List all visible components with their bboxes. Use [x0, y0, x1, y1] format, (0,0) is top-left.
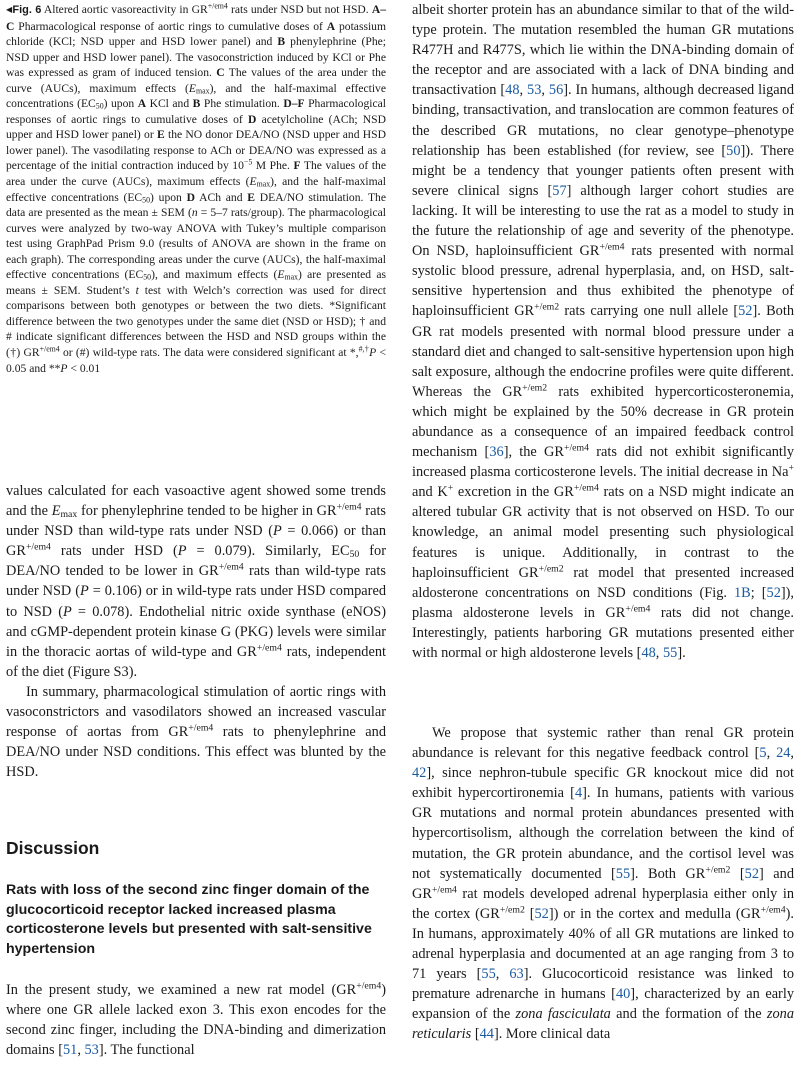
citation-link[interactable]: 57: [552, 182, 567, 199]
citation-link[interactable]: 53: [527, 82, 542, 99]
citation-link[interactable]: 24: [776, 745, 791, 762]
paragraph-in-summary: In summary, pharmacological stimulation of aortic rings with vasoconstrictors and vasodilators showed an increased vascular response of aortas from $GR^{+/em4}$ rats to phenylephrine and DEA/NO under NSD conditions. This effect was blunted by the HSD.: [6, 683, 386, 781]
figure-caption: [6, 2, 386, 376]
citation-link[interactable]: 55: [481, 966, 496, 983]
citation-link[interactable]: 52: [744, 865, 759, 882]
citation-link[interactable]: 40: [615, 986, 631, 1003]
figure-label[interactable]: Fig. 6: [12, 4, 42, 16]
citation-link[interactable]: 63: [509, 966, 524, 983]
figure-caption-text: Altered aortic vasoreactivity in $GR^{+/em4}$ rats under NSD but not HSD. A–C Pharmacological response of aortic rings to cumulative doses of A potassium chloride (KCl; NSD upper and HSD lower panel) and B phenylephrine (Phe; NSD upper and HSD lower panel). The vasoconstriction induced by KCl or Phe was expressed as gram of induced tension. C The values of the area under the curve (AUCs), maximum effects $(E_{max})$, and the half-maximal effective concentrations $(EC_{50})$ upon A KCl and B Phe stimulation. D–F Pharmacological responses of aortic rings to cumulative doses of D acetylcholine (ACh; NSD upper and HSD lower panel) or E the NO donor DEA/NO (NSD upper and HSD lower panel). The vasodilating response to ACh or DEA/NO was expressed as a percentage of the initial contraction induced by $10^{-5}$ M Phe. F The values of the area under the curve (AUCs), maximum effects $(E_{max})$, and the half-maximal effective concentrations $(EC_{50})$ upon D ACh and E DEA/NO stimulation. The data are presented as the mean ± SEM (n = 5–7 rats/group). The pharmacological curves were analyzed by two-way ANOVA with Tukey’s multiple comparison test using GraphPad Prism 9.0 (results of ANOVA are shown in the frame on each graph). The corresponding areas under the curve (AUCs), the half-maximal effective concentrations $(EC_{50})$, and maximum effects $(E_{max})$ are presented as means ± SEM. Student’s t test with Welch’s correction was used for direct comparisons between both genotypes or between the two diets. *Significant difference between the two genotypes under the same diet (NSD or HSD); † and # indicate significant differences between the HSD and NSD groups within the (†) $GR^{+/em4}$ or (#) wild-type rats. The data were considered significant at *,#,†P < 0.05 and **P < 0.01: [6, 1, 387, 375]
citation-link[interactable]: 4: [574, 785, 583, 802]
left-body-text: [6, 481, 386, 782]
citation-link[interactable]: 53: [84, 1042, 99, 1059]
citation-link[interactable]: 42: [412, 765, 427, 782]
citation-link[interactable]: 52: [534, 905, 549, 922]
paragraph-functional-protein: albeit shorter protein has an abundance similar to that of the wild-type protein. The mutation resembled the human GR mutations R477H and R477S, which lie within the DNA-binding domain of the receptor and are associated with a lack of DNA binding and transactivation [48, 53, 56]. In humans, although decreased ligand binding, transactivation, and translocation are common features of the described GR mutations, no clear genotype–phenotype relationship has been established (for review, see [50]). There might be a tendency that younger patients often present with severe clinical signs [57] although larger cohort studies are lacking. It will be interesting to use the rat as a model to study in the future the relationship of age and severity of the phenotype. On NSD, haploinsufficient $GR^{+/em4}$ rats presented with normal systolic blood pressure, adrenal hyperplasia, and, on HSD, salt-sensitive hypertension and thus exhibited the phenotype of haploinsufficient $GR^{+/em2}$ rats carrying one null allele [52]. Both GR rat models presented with normal blood pressure under a standard diet and changed to salt-sensitive hypertension upon high salt exposure, although the endocrine profiles were quite different. Whereas the $GR^{+/em2}$ rats exhibited hypercorticosteronemia, which might be explained by the 50% decrease in GR protein abundance as a consequence of an impaired feedback control mechanism [36], the $GR^{+/em4}$ rats did not exhibit significantly increased plasma corticosterone levels. The initial decrease in Na+ and K+ excretion in the $GR^{+/em4}$ rats on a NSD might indicate an altered tubular GR activity that is not observed on HSD. To our knowledge, an animal model presenting such physiological features is unique. Additionally, in contrast to the haploinsufficient $GR^{+/em2}$ rat model that presented increased aldosterone concentrations on NSD conditions (Fig. 1B; [52]), plasma aldosterone levels in $GR^{+/em4}$ rats did not change. Interestingly, patients harboring GR mutations presented either with normal or high aldosterone levels [48, 55].: [412, 2, 795, 661]
figure-marker-icon: ◀: [6, 5, 13, 14]
citation-link[interactable]: 50: [726, 142, 741, 159]
citation-link[interactable]: 36: [489, 444, 504, 461]
citation-link[interactable]: 56: [548, 82, 564, 99]
paragraph-present-study: In the present study, we examined a new rat model $(GR^{+/em4})$ where one GR allele lacked exon 3. This exon encodes for the second zinc finger, including the DNA-binding and dimerization domains [51, 53]. The functional: [6, 980, 386, 1059]
section-heading-discussion: Discussion: [6, 838, 100, 858]
citation-link[interactable]: 48: [505, 82, 520, 99]
paragraph-results-summary: values calculated for each vasoactive agent showed some trends and the $E_{max}$ for phenylephrine tended to be higher in $GR^{+/em4}$ rats under NSD than wild-type rats under NSD (P = 0.066) or than $GR^{+/em4}$ rats under HSD (P = 0.079). Similarly, $EC_{50}$ for DEA/NO tended to be lower in $GR^{+/em4}$ rats than wild-type rats under NSD (P = 0.106) or in wild-type rats under HSD compared to NSD (P = 0.078). Endothelial nitric oxide synthase (eNOS) and cGMP-dependent protein kinase G (PKG) levels were similar in the thoracic aortas of wild-type and $GR^{+/em4}$ rats, independent of the diet (Figure S3).: [6, 483, 387, 680]
citation-link[interactable]: 52: [738, 303, 753, 320]
citation-link[interactable]: 55: [662, 645, 678, 661]
subsection-heading: Rats with loss of the second zinc finger domain of the glucocorticoid receptor lacked increased plasma corticosterone levels but presented with salt-sensitive hypertension: [6, 882, 372, 957]
citation-link[interactable]: 5: [759, 745, 767, 762]
citation-link[interactable]: 51: [62, 1042, 78, 1059]
citation-link[interactable]: 44: [479, 1026, 494, 1043]
citation-link[interactable]: 52: [766, 584, 781, 601]
citation-link[interactable]: 55: [615, 865, 631, 882]
paragraph-we-propose: We propose that systemic rather than renal GR protein abundance is relevant for this negative feedback control [5, 24, 42], since nephron-tubule specific GR knockout mice did not exhibit hypercortironemia [4]. In humans, patients with various GR mutations and normal protein abundances presented with hypercortisolism, although the correlation between the kind of mutation, the GR protein abundance, and the cortisol level was not systematically documented [55]. Both $GR^{+/em2}$ [52] and $GR^{+/em4}$ rat models developed adrenal hyperplasia either only in the cortex ($GR^{+/em2}$ [52]) or in the cortex and medulla $(GR^{+/em4})$. In humans, approximately 40% of all GR mutations are linked to adrenal hyperplasia and documented at an age ranging from 3 to 71 years [55, 63]. Glucocorticoid resistance was linked to premature adrenarche in humans [40], characterized by an early expansion of the zona fasciculata and the formation of the zona reticularis [44]. More clinical data: [412, 725, 795, 1043]
citation-link[interactable]: 48: [641, 645, 656, 661]
citation-link[interactable]: 1B: [734, 584, 751, 601]
